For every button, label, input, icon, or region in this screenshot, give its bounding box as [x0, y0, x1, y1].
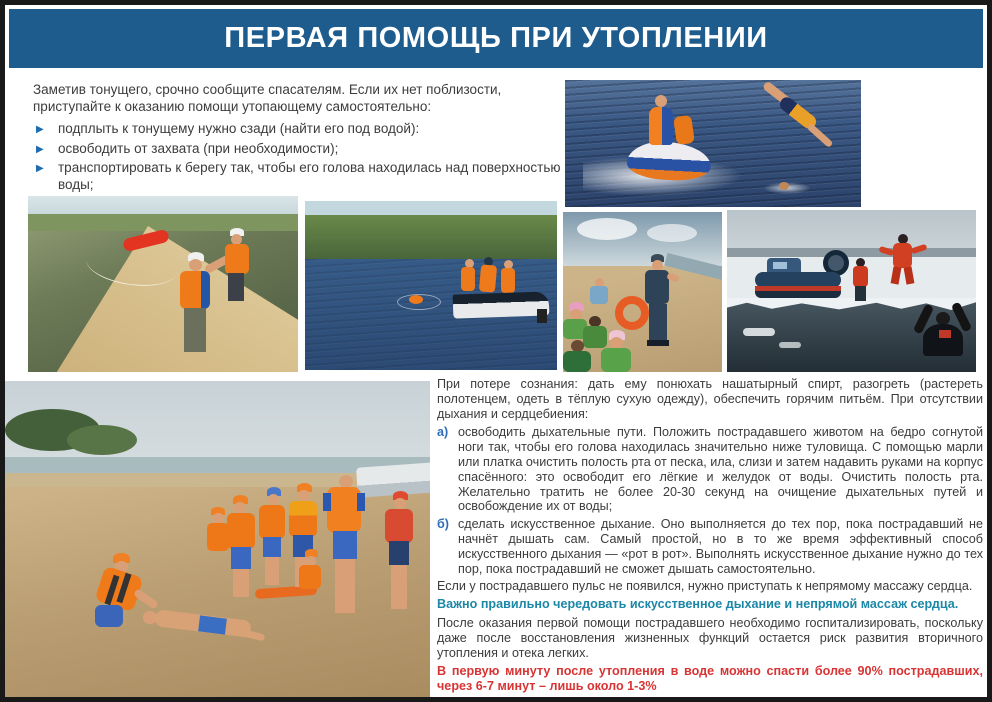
rescuer-on-ice [851, 258, 871, 302]
bullet-arrow-icon: ▶ [36, 163, 44, 174]
important-note: Важно правильно чередовать искусственное дыхание и непрямой массаж сердца. [437, 597, 959, 612]
photo-cpr-beach [5, 381, 430, 697]
intro-lead: Заметив тонущего, срочно сообщите спасателям. Если их нет поблизости, приступайте к оказанию помощи утопающему самостоятельно: [33, 82, 502, 114]
tree-line [28, 214, 298, 231]
photo-buoy-throw [28, 196, 298, 372]
sand-bank [37, 226, 298, 372]
photo-boat-rescue [305, 201, 557, 370]
bullet-text: подплыть к тонущему нужно сзади (найти его под водой): [58, 121, 420, 136]
item-a-text: освободить дыхательные пути. Положить пострадавшего животом на бедро согнутой ноги так, чтобы его голова находилась значительно ниже туловища. С помощью марли или платка очистить полость рта от песка, ила, слизи и затем надавить руками на корпус спасённого: это освободит его лёгкие и желудок от воды. Очистить полость рта. Желательно тратить не более 20-30 секунд на очищение дыхательных путей и освобождение их от воды; [458, 425, 983, 514]
children-group [563, 274, 643, 372]
statistic-warning: В первую минуту после утопления в воде можно спасти более 90% пострадавших, через 6-7 минут – лишь около 1-3% [437, 664, 983, 694]
kneeling-rescuer [93, 553, 163, 631]
rescue-boat [451, 257, 551, 323]
aid-item-b [437, 517, 983, 576]
page-title: ПЕРВАЯ ПОМОЩЬ ПРИ УТОПЛЕНИИ [224, 22, 768, 54]
bullet-arrow-icon: ▶ [36, 124, 44, 135]
intro-block [33, 81, 567, 215]
swimmer-in-water [409, 295, 423, 304]
pulse-paragraph: Если у пострадавшего пульс не появился, нужно приступать к непрямому массажу сердца. [437, 579, 973, 594]
rescuer-instructor [643, 254, 679, 348]
standing-rescuers-group [201, 473, 430, 697]
intro-bullet [33, 159, 567, 193]
trees [67, 425, 137, 455]
jumping-rescuer [877, 232, 929, 290]
photo-lifering-training [563, 212, 722, 372]
first-aid-block [437, 377, 983, 698]
item-a-label: а) [437, 425, 449, 440]
drowning-person-head [779, 182, 789, 190]
jetski-rider [649, 107, 673, 145]
jetski-rider-2 [673, 115, 695, 145]
photo-ice-rescue [727, 210, 976, 372]
diver-figure [743, 84, 853, 174]
photo-jetski-rescue [565, 80, 861, 207]
bullet-text: освободить от захвата (при необходимости); [58, 140, 339, 156]
hovercraft [751, 250, 855, 300]
man-in-water [915, 296, 971, 358]
intro-bullet [33, 140, 567, 157]
bullet-arrow-icon: ▶ [36, 143, 44, 155]
item-b-label: б) [437, 517, 449, 532]
intro-bullet [33, 120, 567, 137]
header-banner [9, 9, 983, 68]
item-b-text: сделать искусственное дыхание. Оно выполняется до тех пор, пока пострадавший не начнёт дышать сам. Самый простой, но в то же время эффективный способ искусственного дыхания — «рот в рот». Выполнять искусственное дыхание нужно до тех пор, пока пострадавший не сможет дышать самостоятельно. [458, 517, 983, 576]
tree-line [305, 215, 557, 259]
bullet-text: транспортировать к берегу так, чтобы его голова находилась над поверхностью воды; [58, 160, 561, 192]
aid-item-a [437, 425, 983, 514]
aid-intro-paragraph: При потере сознания: дать ему понюхать нашатырный спирт, разогреть (растереть полотенцем, одеть в тёплую сухую одежду), обеспечить горячим питьём. При отсутствии дыхания и сердцебиения: [437, 377, 983, 421]
hospital-paragraph: После оказания первой помощи пострадавшего необходимо госпитализировать, поскольку даже после восстановления жизненных функций остается риск развития вторичного утопления и отека легких. [437, 615, 983, 660]
rescuer-behind [223, 228, 253, 306]
